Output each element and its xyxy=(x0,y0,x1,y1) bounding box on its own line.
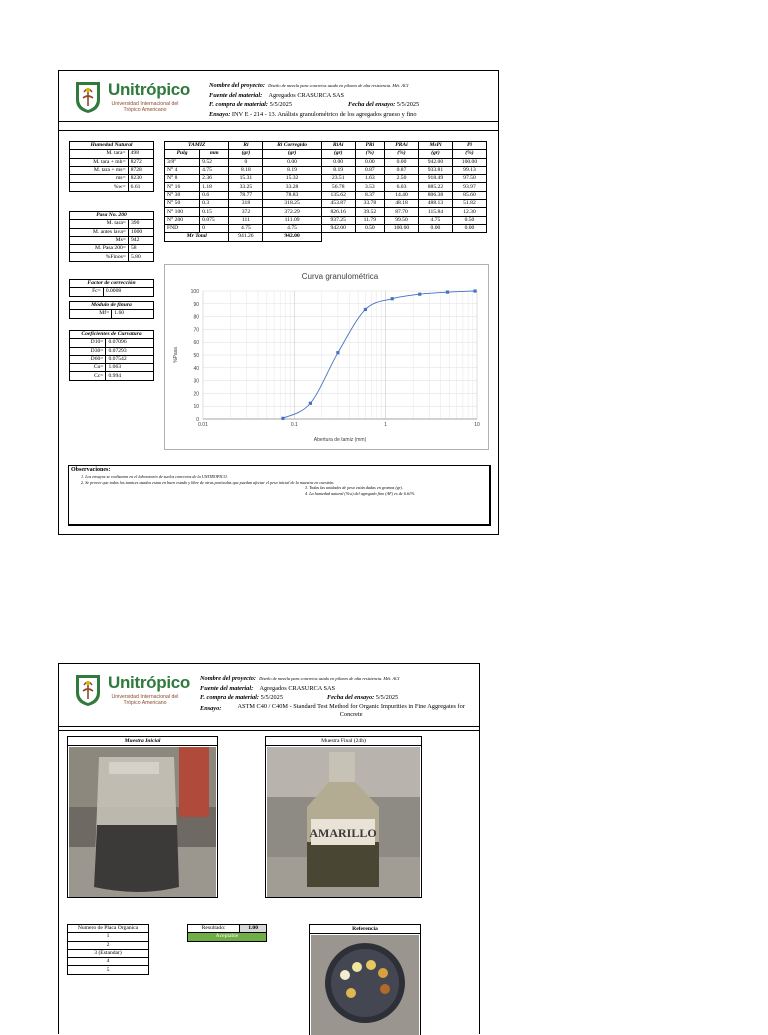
granulometric-chart xyxy=(164,264,489,450)
header-cell: TAMIZ xyxy=(165,142,229,150)
table-cell: 488.13 xyxy=(418,200,452,208)
table-cell: 39.52 xyxy=(355,208,384,216)
y-tick-label: 70 xyxy=(193,327,199,334)
table-cell: 33.25 xyxy=(229,183,263,191)
table-cell: 15.32 xyxy=(263,175,321,183)
total-ri: 941.26 xyxy=(229,233,263,241)
cell: 390 xyxy=(128,220,153,228)
table-cell: 453.87 xyxy=(321,200,355,208)
test-date-value: 5/5/2025 xyxy=(396,101,420,108)
data-point xyxy=(281,417,284,420)
cell: D10= xyxy=(70,339,106,347)
project-label: Nombre del proyecto: xyxy=(209,82,265,89)
cell: Ms= xyxy=(70,236,129,244)
buy-date-label: F. compra de material: xyxy=(200,694,260,701)
project-value: Diseño de mezcla para concretos usado en pilones de alta resistencia. Mét. ACI xyxy=(268,83,409,88)
cell: 8728 xyxy=(128,166,153,174)
table-cell: 12.30 xyxy=(452,208,486,216)
data-point xyxy=(446,291,449,294)
chart-title: Curva granulométrica xyxy=(301,272,379,281)
table-cell: 33.28 xyxy=(263,183,321,191)
final-sample-photo xyxy=(267,747,420,897)
table-cell: 2.36 xyxy=(200,175,229,183)
result-label: Resultado: xyxy=(188,925,240,933)
cell: M. tara + ms= xyxy=(70,166,129,174)
source-value: Agregados CRASURCA SAS xyxy=(268,91,345,99)
test-value: INV E - 214 - 13. Análisis granulométrico de los agregados grueso y fino xyxy=(231,110,417,118)
buy-date-value: 5/5/2025 xyxy=(260,694,283,701)
logo-title: Unitrópico xyxy=(108,80,190,99)
table-cell: 87.70 xyxy=(385,208,419,216)
table-cell: 78.83 xyxy=(263,191,321,199)
header-cell: RiAi xyxy=(321,142,355,150)
factor-title: Factor de corrección xyxy=(70,280,154,288)
table-cell: 51.82 xyxy=(452,200,486,208)
buy-date-value: 5/5/2025 xyxy=(269,101,292,108)
data-point xyxy=(309,402,312,405)
source-label: Fuente del material: xyxy=(200,684,254,692)
cell: M. tara= xyxy=(70,150,129,158)
table-cell: 0.00 xyxy=(452,224,486,232)
subheader-cell: (gr) xyxy=(263,150,321,158)
table-cell: N° 50 xyxy=(165,200,200,208)
table-row xyxy=(165,200,487,208)
table-cell: 942.00 xyxy=(321,224,355,232)
header-cell: Ri xyxy=(229,142,263,150)
cell: D30= xyxy=(70,347,106,355)
table-cell: 93.97 xyxy=(452,183,486,191)
y-tick-label: 100 xyxy=(190,289,199,295)
table-cell: 0.87 xyxy=(385,166,419,174)
x-tick-label: 1 xyxy=(384,422,388,428)
cell: 0.0008 xyxy=(103,288,153,296)
test-label: Ensayo: xyxy=(200,704,222,712)
initial-sample-title: Muestra Inicial xyxy=(68,737,217,746)
subheader-cell: (%) xyxy=(355,150,384,158)
logo-title: Unitrópico xyxy=(108,673,190,692)
table-cell: 115.84 xyxy=(418,208,452,216)
total-corrected: 942.00 xyxy=(263,233,321,241)
header-cell: Pi xyxy=(452,142,486,150)
cell: 1.063 xyxy=(106,364,154,372)
series-line xyxy=(283,291,475,418)
table-cell: 0.87 xyxy=(355,166,384,174)
y-axis-label: %Pasa xyxy=(173,347,179,363)
pasa200-table xyxy=(69,211,154,262)
curvatura-table xyxy=(69,330,154,381)
test-date-value: 5/5/2025 xyxy=(375,694,399,701)
plate-title: Numero de Placa Organica xyxy=(68,925,149,933)
cell: 8272 xyxy=(128,158,153,166)
table-cell: 0 xyxy=(229,158,263,166)
cell: M. tara + mh= xyxy=(70,158,129,166)
cell: %w= xyxy=(70,183,129,191)
university-logo-2 xyxy=(75,670,190,710)
table-cell: 0.15 xyxy=(200,208,229,216)
pasa200-title: Pasa No. 200 xyxy=(70,212,154,220)
result-value: 1.00 xyxy=(240,925,267,933)
table-cell: 318.25 xyxy=(263,200,321,208)
subheader-cell: (gr) xyxy=(229,150,263,158)
data-point xyxy=(473,289,476,292)
observation-1: 1. Los ensayos se realizaron en el laboratorio de suelos concretos de la UNITROPICO. xyxy=(81,474,228,479)
table-cell: 85.60 xyxy=(452,191,486,199)
cell: M. Pasa 200= xyxy=(70,245,129,253)
table-cell: 8.18 xyxy=(229,166,263,174)
data-point xyxy=(336,351,339,354)
table-cell: N° 8 xyxy=(165,175,200,183)
table-cell: 918.49 xyxy=(418,175,452,183)
table-cell: 11.79 xyxy=(355,216,384,224)
curvatura-title: Coeficientes de Curvatura xyxy=(70,331,154,339)
subheader-cell: mm xyxy=(200,150,229,158)
test-label: Ensayo: xyxy=(209,110,231,118)
table-cell: N° 16 xyxy=(165,183,200,191)
table-cell: 4.75 xyxy=(229,224,263,232)
table-row xyxy=(165,216,487,224)
table-cell: 8.19 xyxy=(263,166,321,174)
table-cell: 318 xyxy=(229,200,263,208)
cell: 58 xyxy=(128,245,153,253)
cell: 5.80 xyxy=(128,253,153,261)
y-tick-label: 10 xyxy=(193,404,199,411)
modulo-title: Módulo de finura xyxy=(70,302,154,310)
cell: Mf= xyxy=(70,310,112,318)
table-cell: FND xyxy=(165,224,200,232)
table-cell: 23.51 xyxy=(321,175,355,183)
plate-table xyxy=(67,924,149,975)
cell: 8230 xyxy=(128,175,153,183)
table-row xyxy=(165,175,487,183)
data-point xyxy=(364,308,367,311)
initial-sample-box xyxy=(67,736,218,898)
observation-2: 2. Se provee que todos los tamices usados estan en buen estado y libre de otras particulas que puedan afectar el peso inicial de la muestra en cuestión. xyxy=(81,479,335,485)
cell: 0.994 xyxy=(106,372,154,380)
subheader-cell: (gr) xyxy=(321,150,355,158)
table-cell: 2.50 xyxy=(385,175,419,183)
cell: 0.07542 xyxy=(106,355,154,363)
test-date-label: Fecha del ensayo: xyxy=(326,694,375,701)
table-cell: 4.75 xyxy=(418,216,452,224)
header-cell: PRAi xyxy=(385,142,419,150)
shield-logo-icon xyxy=(75,673,101,707)
table-cell: 56.78 xyxy=(321,183,355,191)
cell: Fc= xyxy=(70,288,104,296)
logo-subtitle: Universidad Internacional del Trópico Americano xyxy=(111,694,179,706)
cell: M. tara= xyxy=(70,220,129,228)
cell: %Finos= xyxy=(70,253,129,261)
y-tick-label: 30 xyxy=(193,378,199,385)
subheader-cell: (%) xyxy=(385,150,419,158)
cell: ms= xyxy=(70,175,129,183)
reference-title: Referencia xyxy=(310,925,420,934)
header-cell: PRi xyxy=(355,142,384,150)
buy-date-label: F. compra de material: xyxy=(209,101,269,108)
table-cell: 9.52 xyxy=(200,158,229,166)
table-cell: N° 100 xyxy=(165,208,200,216)
table-cell: 135.62 xyxy=(321,191,355,199)
table-cell: 100.00 xyxy=(385,224,419,232)
observations-box xyxy=(68,465,491,526)
table-cell: 0.00 xyxy=(418,224,452,232)
cell: 0.07293 xyxy=(106,347,154,355)
project-value: Diseño de mezcla para concretos usado en pilones de alta resistencia. Mét. ACI xyxy=(259,676,400,681)
project-label: Nombre del proyecto: xyxy=(200,675,256,682)
table-cell: 0.50 xyxy=(355,224,384,232)
table-cell: 6.03 xyxy=(385,183,419,191)
table-cell: 15.31 xyxy=(229,175,263,183)
table-cell: 111 xyxy=(229,216,263,224)
plate-row: 3 (Estandar) xyxy=(68,949,149,957)
y-tick-label: 50 xyxy=(193,353,199,359)
test-date-label: Fecha del ensayo: xyxy=(347,101,396,108)
subheader-cell: Pulg xyxy=(165,150,200,158)
table-cell: 0.3 xyxy=(200,200,229,208)
subheader-cell: (%) xyxy=(452,150,486,158)
x-tick-label: 0.1 xyxy=(290,422,298,428)
y-tick-label: 20 xyxy=(193,391,199,398)
acceptable-badge: Aceptable xyxy=(188,933,267,941)
cell: 1000 xyxy=(128,228,153,236)
plate-row: 4 xyxy=(68,958,149,966)
table-row xyxy=(165,166,487,174)
table-row xyxy=(165,224,487,232)
table-cell: 0.00 xyxy=(321,158,355,166)
table-cell: 826.16 xyxy=(321,208,355,216)
cell: 942 xyxy=(128,236,153,244)
total-label: Mr Total xyxy=(165,233,229,241)
observation-4: 4. La humedad natural (%w) del agregado fino (AF) es de 6.61% xyxy=(305,490,415,496)
table-cell: 1.63 xyxy=(355,175,384,183)
table-cell: N° 30 xyxy=(165,191,200,199)
table-cell: N° 4 xyxy=(165,166,200,174)
table-cell: 78.77 xyxy=(229,191,263,199)
cell: 498 xyxy=(128,150,153,158)
initial-sample-photo xyxy=(69,747,216,897)
table-cell: 372.29 xyxy=(263,208,321,216)
table-cell: 933.81 xyxy=(418,166,452,174)
sheet2-header xyxy=(59,664,479,727)
table-cell: N° 200 xyxy=(165,216,200,224)
table-cell: 1.18 xyxy=(200,183,229,191)
header-cell: MsPi xyxy=(418,142,452,150)
cell: Cu= xyxy=(70,364,106,372)
source-value: Agregados CRASURCA SAS xyxy=(259,684,336,692)
table-cell: 97.50 xyxy=(452,175,486,183)
table-cell: 885.22 xyxy=(418,183,452,191)
table-cell: 99.13 xyxy=(452,166,486,174)
table-cell: 48.18 xyxy=(385,200,419,208)
final-sample-title: Muestra Final (24h) xyxy=(266,737,421,746)
final-sample-box xyxy=(265,736,422,898)
subheader-cell: (gr) xyxy=(418,150,452,158)
data-point xyxy=(418,293,421,296)
y-tick-label: 40 xyxy=(193,365,199,372)
project-info-2 xyxy=(200,674,475,719)
table-cell: 4.75 xyxy=(263,224,321,232)
plate-row: 1 xyxy=(68,933,149,941)
cell: 1.60 xyxy=(112,310,154,318)
bottle-label: AMARILLO xyxy=(309,826,377,840)
table-cell: 4.75 xyxy=(200,166,229,174)
table-cell: 3.53 xyxy=(355,183,384,191)
factor-table xyxy=(69,279,154,297)
test-value: ASTM C40 / C40M - Standard Test Method for Organic Impurities in Fine Aggregates for Concrete xyxy=(237,702,465,718)
table-cell: 0.50 xyxy=(452,216,486,224)
plate-row: 5 xyxy=(68,966,149,974)
table-cell: 0.00 xyxy=(355,158,384,166)
table-row xyxy=(165,158,487,166)
divider xyxy=(59,130,498,131)
project-info xyxy=(209,81,419,119)
result-table xyxy=(187,924,267,942)
cell: 6.61 xyxy=(128,183,153,191)
logo-subtitle: Universidad Internacional del Trópico Americano xyxy=(111,101,179,113)
table-cell: 99.50 xyxy=(385,216,419,224)
y-tick-label: 90 xyxy=(193,301,199,308)
table-row xyxy=(165,183,487,191)
cell: M. antes lava= xyxy=(70,228,129,236)
cell: Cc= xyxy=(70,372,106,380)
y-tick-label: 0 xyxy=(196,417,199,423)
table-cell: 33.78 xyxy=(355,200,384,208)
source-label: Fuente del material: xyxy=(209,91,263,99)
reference-photo xyxy=(311,935,419,1035)
table-cell: 100.00 xyxy=(452,158,486,166)
table-row xyxy=(165,208,487,216)
shield-logo-icon xyxy=(75,80,101,114)
header-cell: Ri Corregido xyxy=(263,142,321,150)
granulometry-sheet xyxy=(58,70,499,535)
table-cell: 0 xyxy=(200,224,229,232)
humedad-table xyxy=(69,141,154,192)
university-logo xyxy=(75,77,190,117)
data-point xyxy=(391,297,394,300)
table-row xyxy=(165,191,487,199)
table-cell: 111.09 xyxy=(263,216,321,224)
table-cell: 0.00 xyxy=(385,158,419,166)
table-cell: 937.25 xyxy=(321,216,355,224)
table-cell: 806.38 xyxy=(418,191,452,199)
cell: D60= xyxy=(70,355,106,363)
organic-impurities-sheet xyxy=(58,663,480,1034)
table-cell: 8.37 xyxy=(355,191,384,199)
sheet-header xyxy=(59,71,498,122)
x-tick-label: 0.01 xyxy=(198,422,208,428)
table-cell: 372 xyxy=(229,208,263,216)
table-cell: 0.00 xyxy=(263,158,321,166)
table-cell: 942.00 xyxy=(418,158,452,166)
table-cell: 0.6 xyxy=(200,191,229,199)
observation-3: 3. Todas las unidades de peso están dadas en gramos (gr). xyxy=(305,485,404,491)
modulo-table xyxy=(69,301,154,319)
divider xyxy=(59,730,479,731)
plate-row: 2 xyxy=(68,941,149,949)
y-tick-label: 80 xyxy=(193,314,199,321)
chart-svg xyxy=(165,265,488,449)
table-cell: 8.19 xyxy=(321,166,355,174)
table-cell: 0.075 xyxy=(200,216,229,224)
observations-title: Observaciones: xyxy=(71,467,111,473)
granulometry-table xyxy=(164,141,487,242)
cell: 0.07096 xyxy=(106,339,154,347)
table-cell: 14.40 xyxy=(385,191,419,199)
table-cell: 3/8" xyxy=(165,158,200,166)
reference-box xyxy=(309,924,421,1035)
y-tick-label: 60 xyxy=(193,340,199,347)
x-tick-label: 10 xyxy=(474,422,480,428)
x-axis-label: Abertura de tamiz (mm) xyxy=(313,437,367,443)
humedad-title: Humedad Natural xyxy=(70,142,154,150)
